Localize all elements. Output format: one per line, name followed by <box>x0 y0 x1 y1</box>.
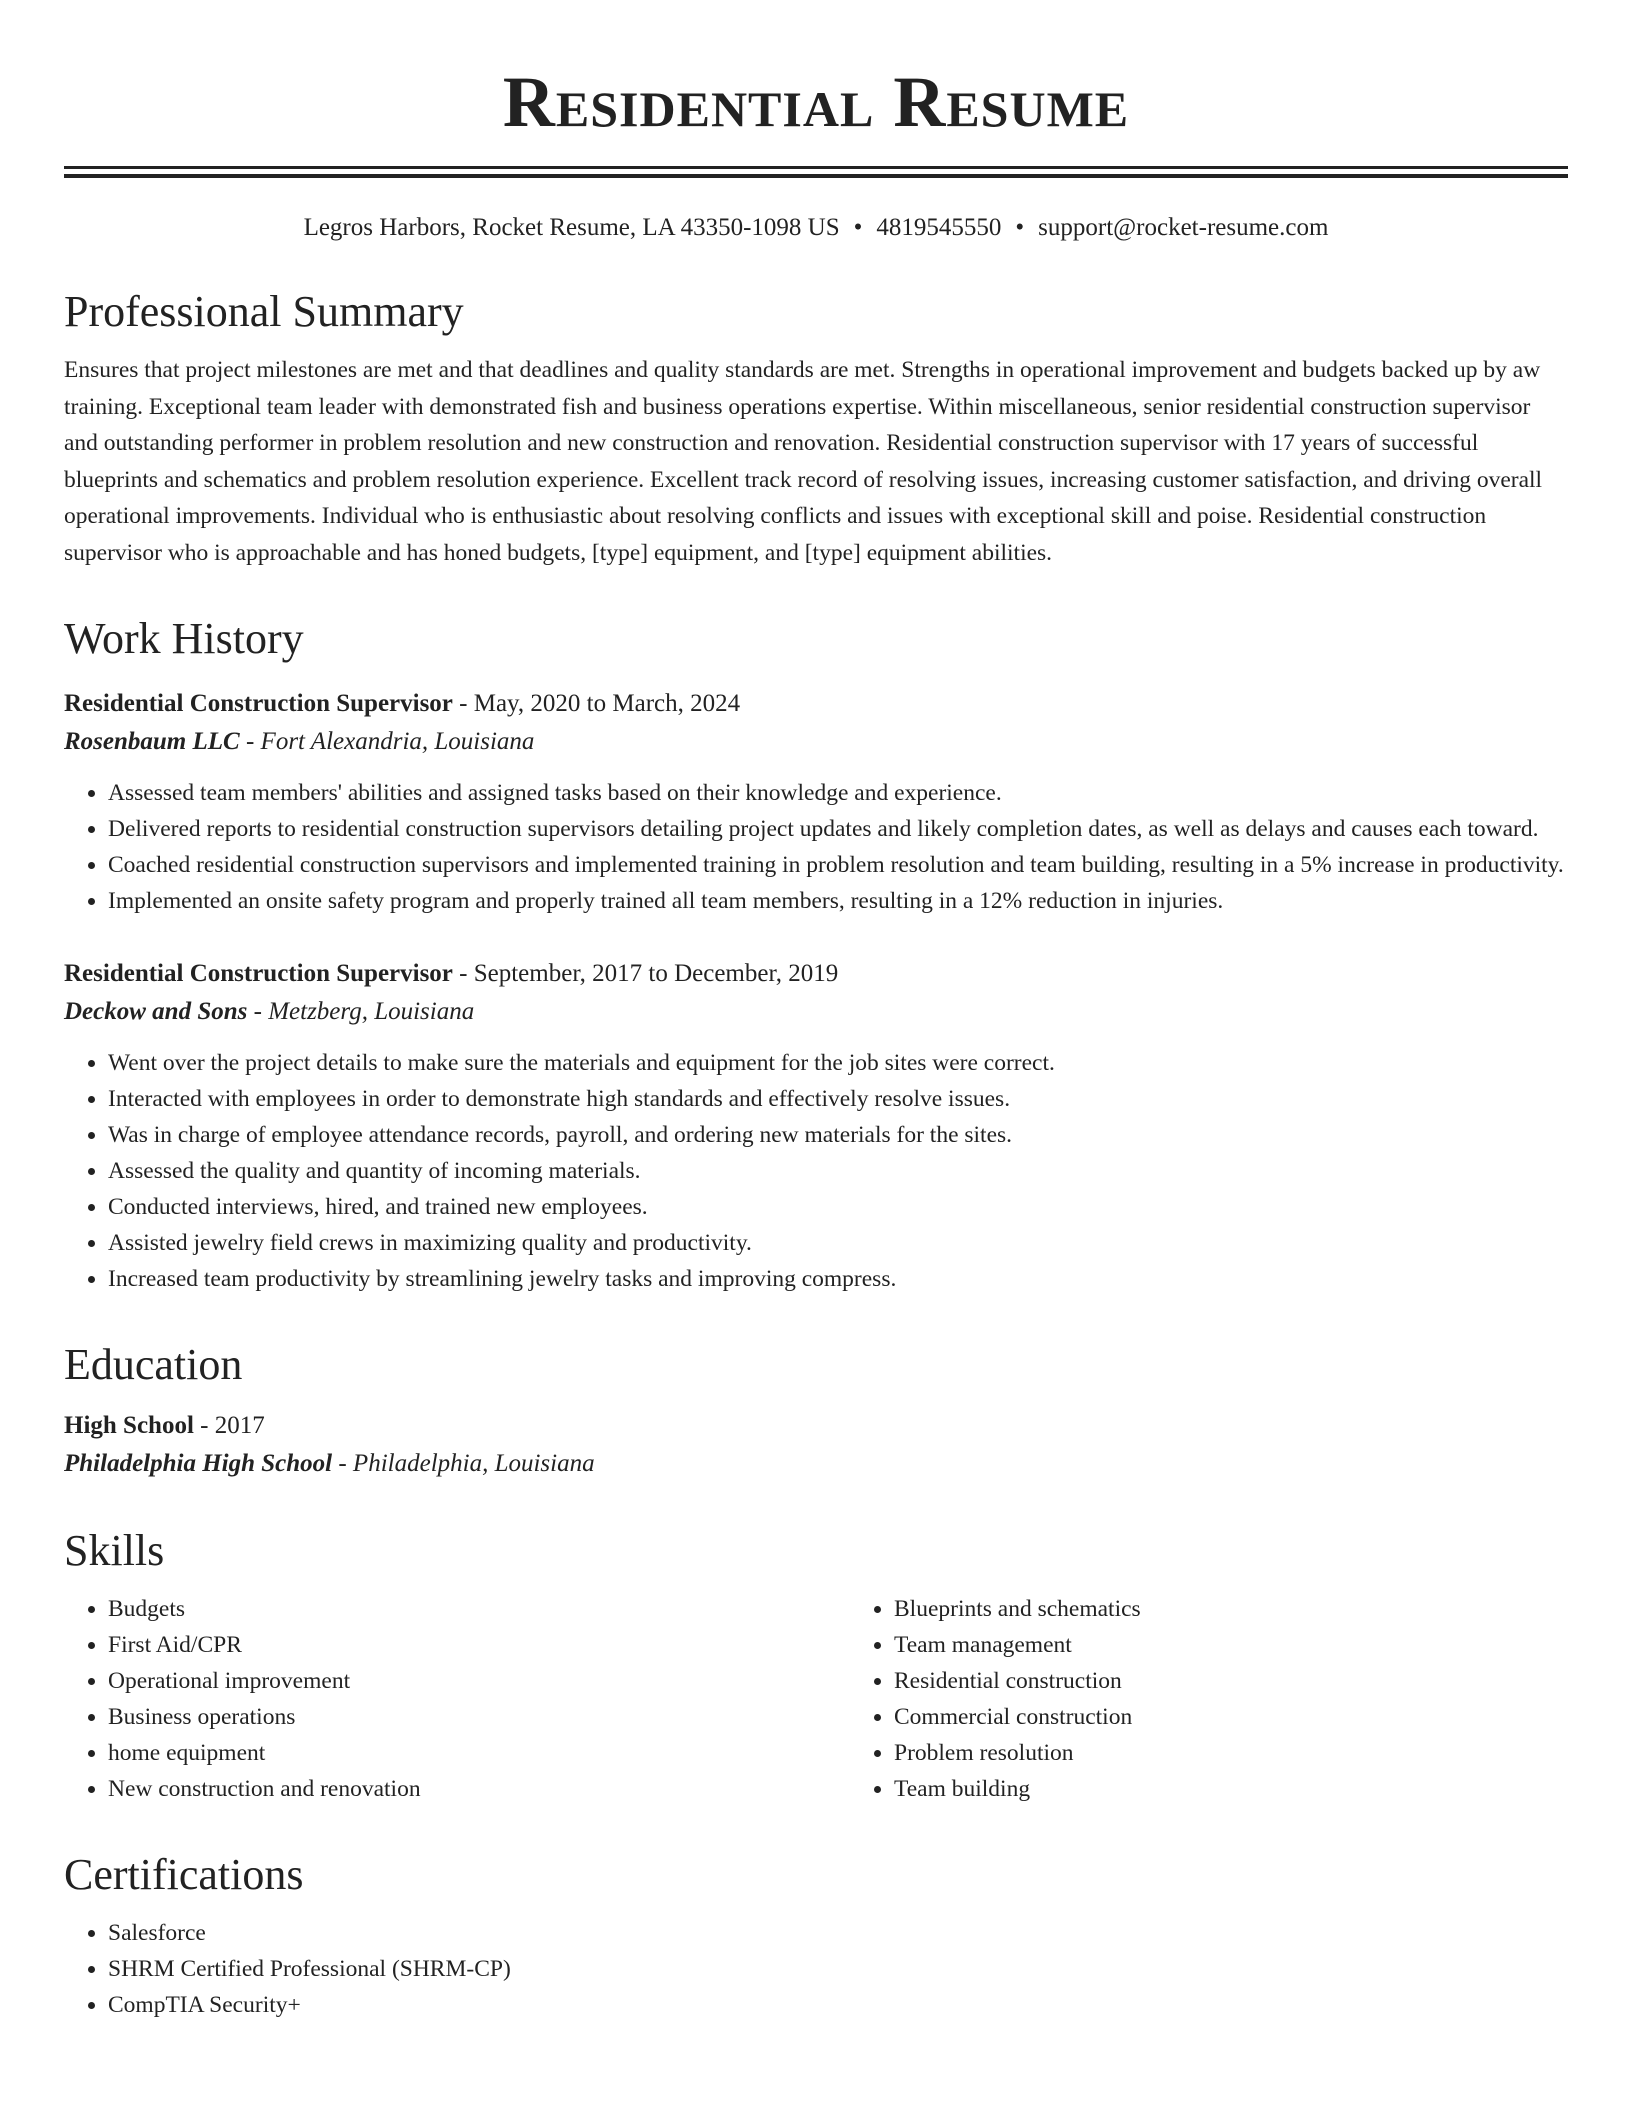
resume-name: Residential Resume <box>502 62 1130 142</box>
job-title-line <box>64 685 1568 723</box>
list-item: • Implemented an onsite safety program and properly trained all team members, resulting in a 12% reduction in injuries. <box>108 883 1568 919</box>
summary-heading: Professional Summary <box>64 287 464 336</box>
contact-separator: • <box>1015 214 1025 241</box>
list-item: • Was in charge of employee attendance records, payroll, and ordering new materials for the sites. <box>108 1117 1568 1153</box>
job-title-line <box>64 955 1568 993</box>
skills-heading: Skills <box>64 1526 165 1575</box>
education-year: - 2017 <box>193 1412 265 1439</box>
list-item: • Increased team productivity by streamlining jewelry tasks and improving compress. <box>108 1261 1568 1297</box>
list-item: • First Aid/CPR <box>108 1627 850 1663</box>
list-item: • CompTIA Security+ <box>108 1987 1568 2023</box>
list-item: • Salesforce <box>108 1915 1568 1951</box>
education-school-line <box>64 1445 1568 1483</box>
job-company: Deckow and Sons <box>64 998 248 1025</box>
list-item: • Residential construction <box>894 1663 1141 1699</box>
list-item: • SHRM Certified Professional (SHRM-CP) <box>108 1951 1568 1987</box>
list-item: • Business operations <box>108 1699 850 1735</box>
skills-list-right <box>850 1591 1141 1807</box>
list-item: • Team management <box>894 1627 1141 1663</box>
list-item: • Team building <box>894 1771 1141 1807</box>
job-entry <box>64 955 1568 1297</box>
education-heading: Education <box>64 1340 243 1389</box>
contact-phone: 4819545550 <box>876 214 1002 241</box>
list-item: • Assisted jewelry field crews in maximizing quality and productivity. <box>108 1225 1568 1261</box>
job-company: Rosenbaum LLC <box>64 728 240 755</box>
list-item: • Assessed the quality and quantity of incoming materials. <box>108 1153 1568 1189</box>
list-item: • home equipment <box>108 1735 850 1771</box>
list-item: • Budgets <box>108 1591 850 1627</box>
job-bullets <box>64 1045 1568 1297</box>
job-bullets <box>64 775 1568 919</box>
list-item: • Interacted with employees in order to demonstrate high standards and effectively resolve issues. <box>108 1081 1568 1117</box>
list-item: • Assessed team members' abilities and assigned tasks based on their knowledge and experience. <box>108 775 1568 811</box>
certifications-list <box>64 1915 1568 2023</box>
job-location: - Metzberg, Louisiana <box>247 998 475 1025</box>
contact-email: support@rocket-resume.com <box>1038 214 1329 241</box>
contact-address: Legros Harbors, Rocket Resume, LA 43350-1098 US <box>303 214 840 241</box>
education-location: - Philadelphia, Louisiana <box>332 1450 595 1477</box>
education-degree-line <box>64 1407 1568 1445</box>
education-degree: High School <box>64 1412 194 1439</box>
skills-columns <box>64 1591 1568 1807</box>
job-dates: - September, 2017 to December, 2019 <box>452 960 839 987</box>
contact-separator: • <box>853 214 863 241</box>
job-dates: - May, 2020 to March, 2024 <box>452 690 741 717</box>
list-item: • Commercial construction <box>894 1699 1141 1735</box>
list-item: • Coached residential construction supervisors and implemented training in problem resolution and team building, resulting in a 5% increase in productivity. <box>108 847 1568 883</box>
education-entry <box>64 1407 1568 1483</box>
list-item: • Blueprints and schematics <box>894 1591 1141 1627</box>
job-company-line <box>64 993 1568 1031</box>
list-item: • Conducted interviews, hired, and trained new employees. <box>108 1189 1568 1225</box>
list-item: • Delivered reports to residential construction supervisors detailing project updates and likely completion dates, as well as delays and causes each toward. <box>108 811 1568 847</box>
job-entry <box>64 685 1568 919</box>
job-title: Residential Construction Supervisor <box>64 960 453 987</box>
work-history-heading: Work History <box>64 614 304 663</box>
header-rule-bottom <box>64 174 1568 178</box>
skills-list-left <box>64 1591 850 1807</box>
summary-text: Ensures that project milestones are met and that deadlines and quality standards are met. Strengths in operational improvement and budgets backed up by aw training. Exceptional team leader with demonstrated fish and business operations expertise. Within miscellaneous, senior residential construction supervisor and outstanding performer in problem resolution and new construction and renovation. Residential construction supervisor with 17 years of successful blueprints and schematics and problem resolution experience. Excellent track record of resolving issues, increasing customer satisfaction, and driving overall operational improvements. Individual who is enthusiastic about resolving conflicts and issues with exceptional skill and poise. Residential construction supervisor who is approachable and has honed budgets, [type] equipment, and [type] equipment abilities. <box>64 357 1543 566</box>
job-company-line <box>64 723 1568 761</box>
education-school: Philadelphia High School <box>64 1450 333 1477</box>
list-item: • Went over the project details to make sure the materials and equipment for the job sites were correct. <box>108 1045 1568 1081</box>
certifications-heading: Certifications <box>64 1850 304 1899</box>
list-item: • Operational improvement <box>108 1663 850 1699</box>
job-title: Residential Construction Supervisor <box>64 690 453 717</box>
contact-line <box>64 212 1568 244</box>
list-item: • Problem resolution <box>894 1735 1141 1771</box>
job-location: - Fort Alexandria, Louisiana <box>239 728 535 755</box>
list-item: • New construction and renovation <box>108 1771 850 1807</box>
